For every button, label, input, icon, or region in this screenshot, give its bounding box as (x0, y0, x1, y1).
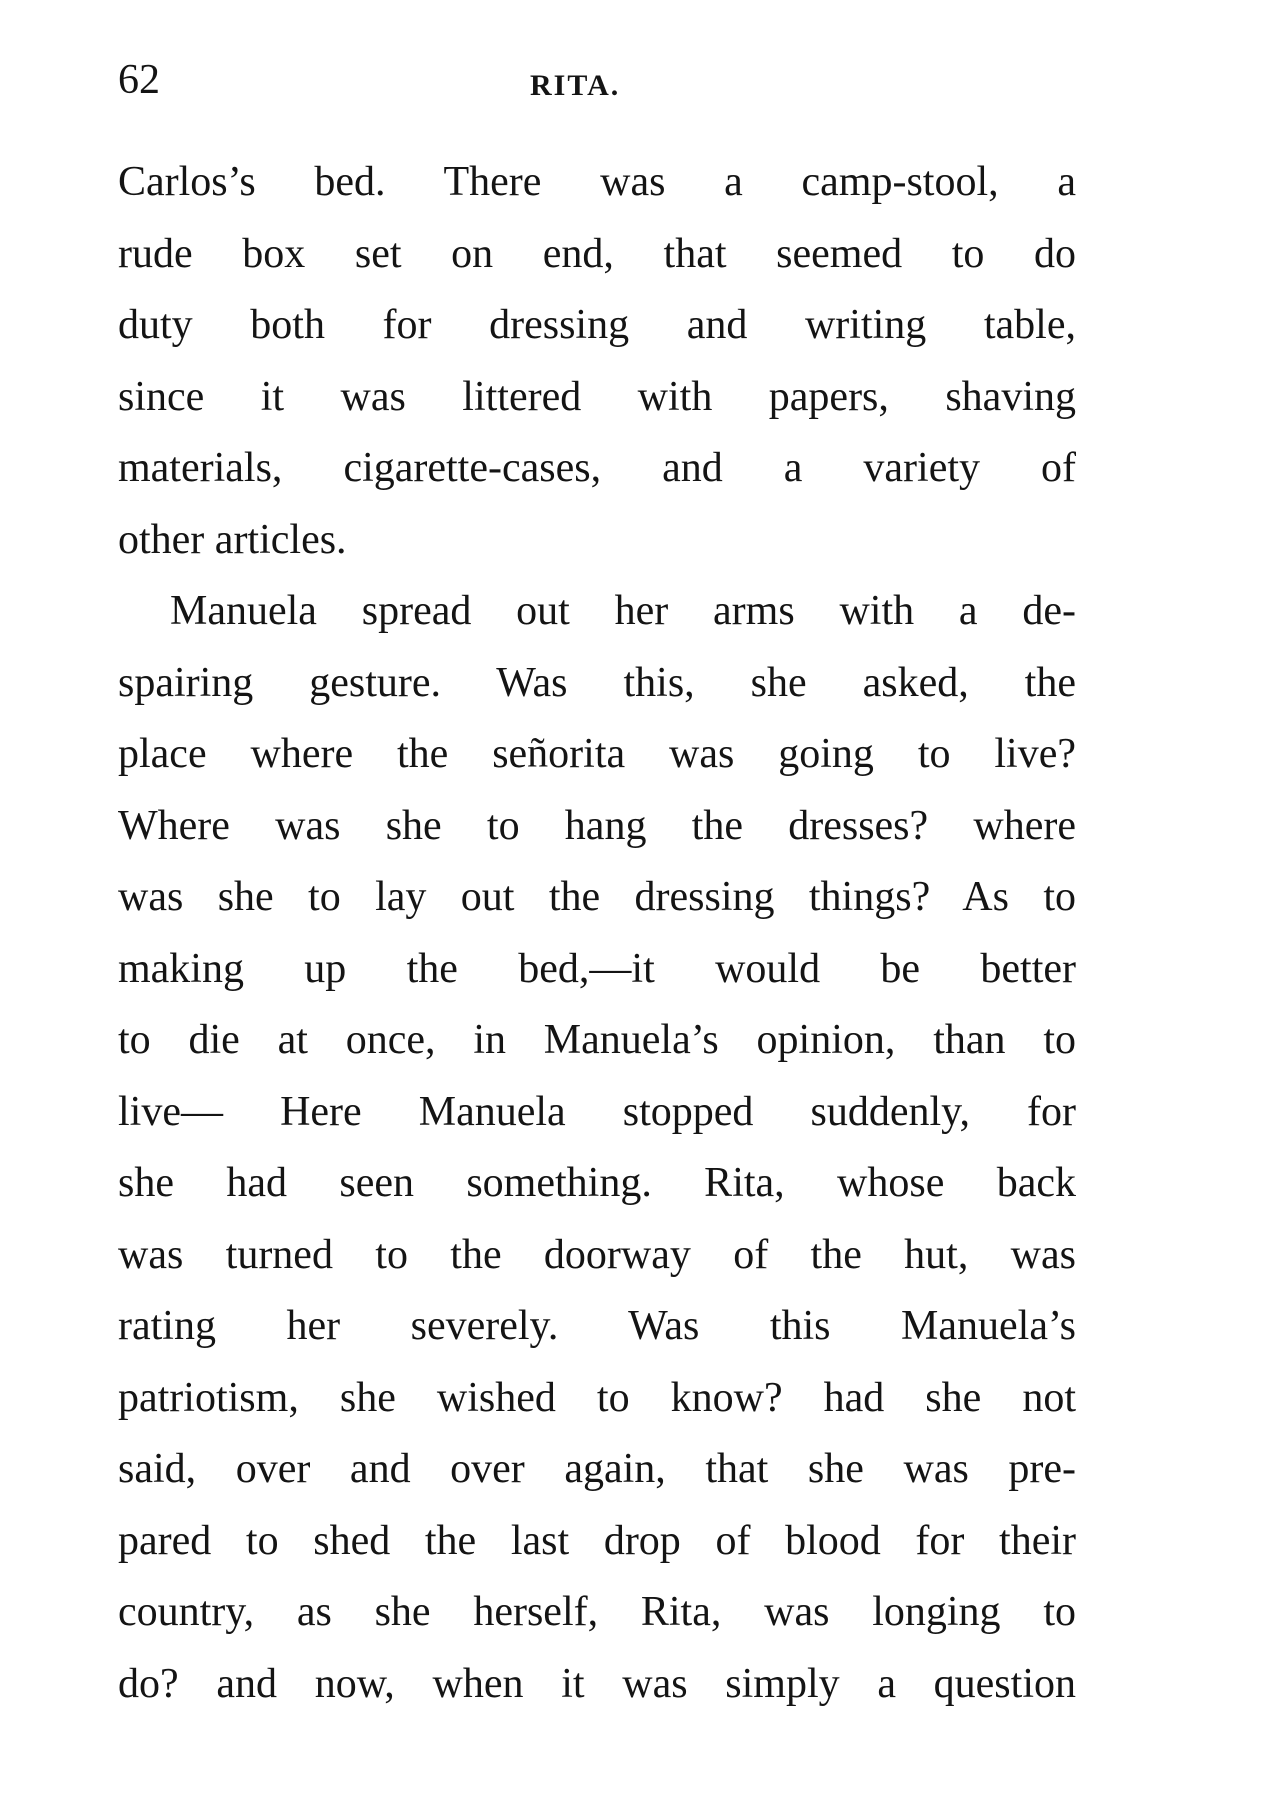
body-text (118, 147, 1076, 1720)
text-line: Carlos’s bed. There was a camp-stool, a (118, 159, 1076, 205)
text-line: patriotism, she wished to know? had she not (118, 1374, 1076, 1421)
paragraph-start: Manuela spread out her arms with a de- (170, 588, 1076, 634)
text-line: rating her severely. Was this Manuela’s (118, 1303, 1076, 1349)
text-line: duty both for dressing and writing table, (118, 302, 1076, 348)
text-line: was she to lay out the dressing things? As to (118, 874, 1076, 920)
running-title: RITA. (530, 69, 621, 102)
text-line: to die at once, in Manuela’s opinion, than to (118, 1017, 1076, 1063)
text-line: materials, cigarette-cases, and a variety of (118, 445, 1076, 491)
text-line: since it was littered with papers, shaving (118, 373, 1076, 420)
text-line: other articles. (118, 516, 347, 563)
text-line: country, as she herself, Rita, was longing to (118, 1589, 1076, 1635)
text-line: rude box set on end, that seemed to do (118, 230, 1076, 277)
page-header (118, 50, 1078, 110)
text-line: spairing gesture. Was this, she asked, the (118, 659, 1076, 706)
text-line: do? and now, when it was simply a question (118, 1660, 1076, 1707)
text-line: place where the señorita was going to live? (118, 731, 1076, 777)
text-line: said, over and over again, that she was pre- (118, 1446, 1076, 1492)
text-line: she had seen something. Rita, whose back (118, 1160, 1076, 1206)
page-number: 62 (118, 57, 160, 103)
text-line: Where was she to hang the dresses? where (118, 802, 1076, 849)
text-line: pared to shed the last drop of blood for their (118, 1517, 1076, 1564)
text-line: making up the bed,—it would be better (118, 945, 1076, 992)
text-line: was turned to the doorway of the hut, was (118, 1231, 1076, 1278)
text-line: live— Here Manuela stopped suddenly, for (118, 1088, 1076, 1135)
